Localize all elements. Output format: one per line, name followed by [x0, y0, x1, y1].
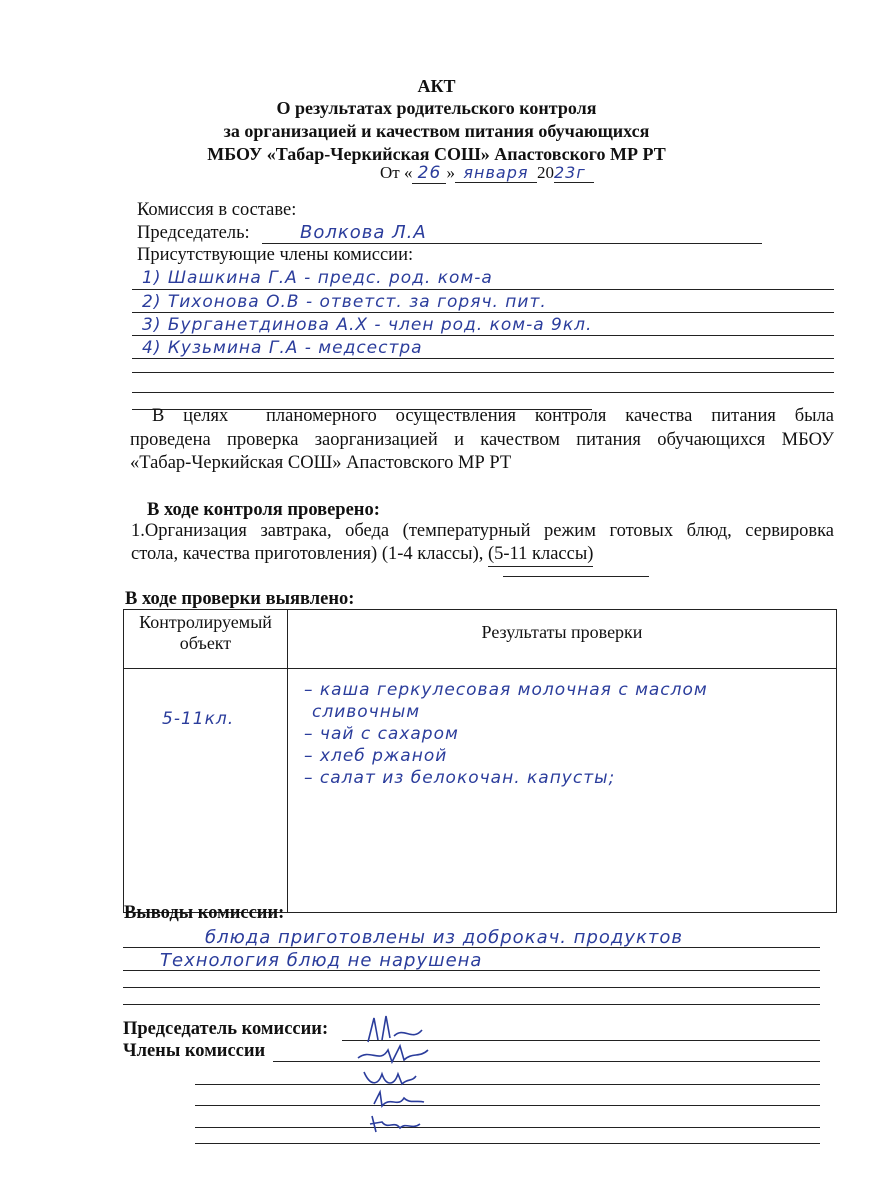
conclusion-line-2: Технология блюд не нарушена	[160, 950, 483, 971]
control-item-line-1: 1.Организация завтрака, обеда (температурный режим готовых блюд, сервировка	[131, 521, 834, 541]
chairman-signature-label: Председатель комиссии:	[123, 1019, 329, 1039]
date-year: 23г	[554, 163, 594, 183]
document-title-line-3: МБОУ «Табар-Черкийская СОШ» Апастовского МР РТ	[207, 144, 666, 164]
members-signature-label: Члены комиссии	[123, 1041, 266, 1061]
result-item-1-cont: сливочным	[312, 702, 421, 722]
members-line-1	[132, 289, 834, 290]
members-line-5	[132, 372, 834, 373]
col-results-header: Результаты проверки	[288, 610, 837, 669]
member-signature-line-2	[195, 1084, 820, 1085]
date-mid: »	[446, 163, 455, 182]
col-object-header-line-1: Контролируемый	[139, 612, 272, 632]
date-year-prefix: 20	[536, 163, 554, 182]
intro-line-3: «Табар-Черкийская СОШ» Апастовского МР РТ	[130, 453, 512, 473]
conclusions-line-1	[123, 947, 820, 948]
members-label: Присутствующие члены комиссии:	[137, 245, 414, 265]
control-item-tail: (5-11 классы)	[488, 544, 593, 567]
results-list	[304, 679, 836, 789]
conclusions-line-4	[123, 1004, 820, 1005]
members-line-6	[132, 392, 834, 393]
result-item-4: – салат из белокочан. капусты;	[304, 768, 616, 788]
control-item-line-2-text: стола, качества приготовления) (1-4 классы),	[131, 544, 484, 564]
control-tail-underline	[503, 576, 649, 577]
conclusions-line-2	[123, 970, 820, 971]
member-signature-line-4	[195, 1127, 820, 1128]
conclusion-line-1: блюда приготовлены из доброкач. продуктов	[205, 927, 683, 948]
object-cell	[124, 669, 288, 913]
col-object-header-line-2: объект	[179, 633, 232, 653]
members-line-3	[132, 335, 834, 336]
member-1: 1) Шашкина Г.А - предс. род. ком-а	[142, 268, 493, 288]
member-3: 3) Бурганетдинова А.Х - член род. ком-а 9кл.	[142, 315, 593, 335]
findings-heading: В ходе проверки выявлено:	[125, 589, 355, 609]
commission-label: Комиссия в составе:	[137, 200, 297, 220]
result-item-1: – каша геркулесовая молочная с маслом	[304, 680, 708, 700]
member-3-signature	[368, 1086, 428, 1112]
table-row	[124, 669, 837, 913]
member-signature-line-3	[195, 1105, 820, 1106]
results-table	[123, 609, 837, 913]
control-item-line-2	[131, 543, 593, 565]
col-object-header	[124, 610, 288, 669]
results-cell	[288, 669, 837, 913]
object-value: 5-11кл.	[162, 709, 235, 729]
result-item-2: – чай с сахаром	[304, 724, 459, 744]
table-header-row	[124, 610, 837, 669]
document-title-line-1: О результатах родительского контроля	[276, 98, 597, 118]
members-line-2	[132, 312, 834, 313]
date-day: 26	[412, 163, 446, 184]
conclusions-label: Выводы комиссии:	[124, 903, 285, 923]
member-4: 4) Кузьмина Г.А - медсестра	[142, 338, 423, 358]
control-heading: В ходе контроля проверено:	[147, 500, 380, 520]
member-4-signature	[366, 1110, 426, 1136]
chairman-label: Председатель:	[137, 223, 250, 243]
chairman-name: Волкова Л.А	[300, 222, 427, 243]
member-signature-line-5	[195, 1143, 820, 1144]
members-line-4	[132, 358, 834, 359]
document-title-line-2: за организацией и качеством питания обучающихся	[223, 121, 650, 141]
result-item-3: – хлеб ржаной	[304, 746, 448, 766]
conclusions-line-3	[123, 987, 820, 988]
document-type: АКТ	[417, 76, 456, 96]
date-prefix: От «	[380, 163, 413, 182]
intro-line-1: В целях планомерного осуществления контроля качества питания была	[152, 406, 834, 426]
date-month: января	[455, 163, 537, 183]
member-2: 2) Тихонова О.В - ответст. за горяч. пит.	[142, 292, 547, 312]
document-date	[380, 163, 594, 184]
intro-line-2: проведена проверка заорганизацией и качеством питания обучающихся МБОУ	[130, 430, 834, 450]
